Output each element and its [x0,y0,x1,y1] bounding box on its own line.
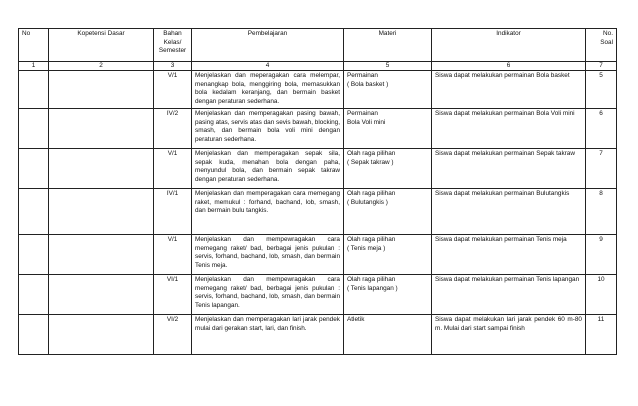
row-pembelajaran-cell: Menjelaskan dan meperagakan cara melempar, menangkap bola, menggiring bola, memasukkan bola kedalam keranjang, dan bermain basket dengan peraturan sederhana. [192,71,344,109]
table-row [19,315,617,355]
row-bahan-cell: V/1 [154,149,192,189]
header-soal [586,29,617,62]
header-kompetensi: Kopetensi Dasar [49,29,154,62]
header-materi: Materi [344,29,432,62]
row-soal-cell: 9 [586,235,617,275]
row-indikator-cell: Siswa dapat melakukan permainan Tenis lapangan [432,275,586,315]
row-soal-cell: 8 [586,189,617,235]
header-bahan-line: Kelas/ [163,38,182,46]
row-soal-cell: 5 [586,71,617,109]
row-pembelajaran-cell: Menjelaskan dan mempewragakan cara memegang raket/ bad, berbagai jenis pukulan : servis, forhand, bachand, lob, smash, dan bermain Tenis lapangan. [192,275,344,315]
row-materi-cell [344,315,432,355]
kisi-kisi-table [18,28,617,355]
table-row [19,235,617,275]
row-pembelajaran-cell: Menjelaskan dan mempewragakan cara memegang raket/ bad, berbagai jenis pukulan : servis, forhand, bachand, lob, smash, dan bermain Tenis meja. [192,235,344,275]
row-indikator-cell: Siswa dapat melakukan permainan Tenis meja [432,235,586,275]
header-no: No [19,29,49,62]
row-kompetensi-cell [49,275,154,315]
table-row [19,71,617,109]
row-indikator-cell: Siswa dapat melakukan permainan Bulutangkis [432,189,586,235]
column-number: 1 [19,62,49,71]
row-materi-cell [344,275,432,315]
table-row [19,109,617,149]
row-kompetensi-cell [49,189,154,235]
column-number: 4 [192,62,344,71]
row-kompetensi-cell [49,315,154,355]
row-kompetensi-cell [49,71,154,109]
row-materi-cell [344,109,432,149]
row-no-cell [19,315,49,355]
row-materi-line: Olah raga pilihan [347,236,396,243]
row-materi-cell [344,71,432,109]
row-materi-cell [344,189,432,235]
column-number: 5 [344,62,432,71]
row-kompetensi-cell [49,109,154,149]
row-materi-cell [344,235,432,275]
document-page [18,28,617,355]
header-bahan-line: Semester [158,47,187,55]
row-soal-cell: 7 [586,149,617,189]
row-indikator-cell: Siswa dapat melakukan permainan Bola basket [432,71,586,109]
row-bahan-cell: VI/2 [154,315,192,355]
header-soal-line: No. [603,30,613,37]
column-number-row [19,62,617,71]
column-number: 2 [49,62,154,71]
header-pembelajaran: Pembelajaran [192,29,344,62]
row-pembelajaran-cell: Menjelaskan dan memperagakan sepak sila, sepak kuda, menahan bola dengan paha, menyundul bola, dan bermain sepak takraw dengan peraturan sederhana. [192,149,344,189]
row-materi-line: ( Tenis lapangan ) [347,284,398,292]
column-number: 3 [154,62,192,71]
row-materi-line: ( Bola basket ) [347,80,389,88]
row-no-cell [19,235,49,275]
row-indikator-cell: Siswa dapat melakukan permainan Bola Voli mini [432,109,586,149]
header-soal-line: Soal [600,38,613,46]
row-materi-line: Olah raga pilihan [347,190,396,197]
row-no-cell [19,275,49,315]
column-number: 7 [586,62,617,71]
row-bahan-cell: IV/2 [154,109,192,149]
row-bahan-cell: V/1 [154,71,192,109]
row-materi-line: Permainan [347,110,378,117]
row-kompetensi-cell [49,149,154,189]
row-materi-line: Atletik [347,316,365,323]
header-bahan [154,29,192,62]
row-soal-cell: 10 [586,275,617,315]
row-no-cell [19,149,49,189]
header-indikator: Indikator [432,29,586,62]
row-materi-line: ( Sepak takraw ) [347,158,394,166]
row-soal-cell: 11 [586,315,617,355]
row-materi-line: Olah raga pilihan [347,150,396,157]
row-bahan-cell: VI/1 [154,275,192,315]
row-no-cell [19,189,49,235]
row-indikator-cell: Siswa dapat melakukan lari jarak pendek 60 m-80 m. Mulai dari start sampai finish [432,315,586,355]
header-row [19,29,617,62]
row-materi-line: Permainan [347,72,378,79]
header-bahan-line: Bahan [163,30,182,37]
row-indikator-cell: Siswa dapat melakukan permainan Sepak takraw [432,149,586,189]
table-row [19,275,617,315]
row-soal-cell: 6 [586,109,617,149]
row-pembelajaran-cell: Menjelaskan dan memperagakan cara memegang raket, memukul : forhand, bachand, lob, smash, dan bermain bulu tangkis. [192,189,344,235]
table-row [19,149,617,189]
table-row [19,189,617,235]
row-no-cell [19,71,49,109]
row-materi-line: ( Bulutangkis ) [347,198,388,206]
row-bahan-cell: IV/1 [154,189,192,235]
row-materi-line: ( Tenis meja ) [347,244,386,252]
row-materi-cell [344,149,432,189]
row-pembelajaran-cell: Menjelaskan dan memperagakan lari jarak pendek mulai dari gerakan start, lari, dan finish. [192,315,344,355]
row-materi-line: Olah raga pilihan [347,276,396,283]
row-bahan-cell: V/1 [154,235,192,275]
row-pembelajaran-cell: Menjelaskan dan memperagakan pasing bawah, pasing atas, servis atas dan sevis bawah, blocking, smash, dan bermain bola voli mini dengan peraturan sederhana. [192,109,344,149]
row-no-cell [19,109,49,149]
column-number: 6 [432,62,586,71]
row-materi-line: Bola Voli mini [347,118,386,126]
row-kompetensi-cell [49,235,154,275]
